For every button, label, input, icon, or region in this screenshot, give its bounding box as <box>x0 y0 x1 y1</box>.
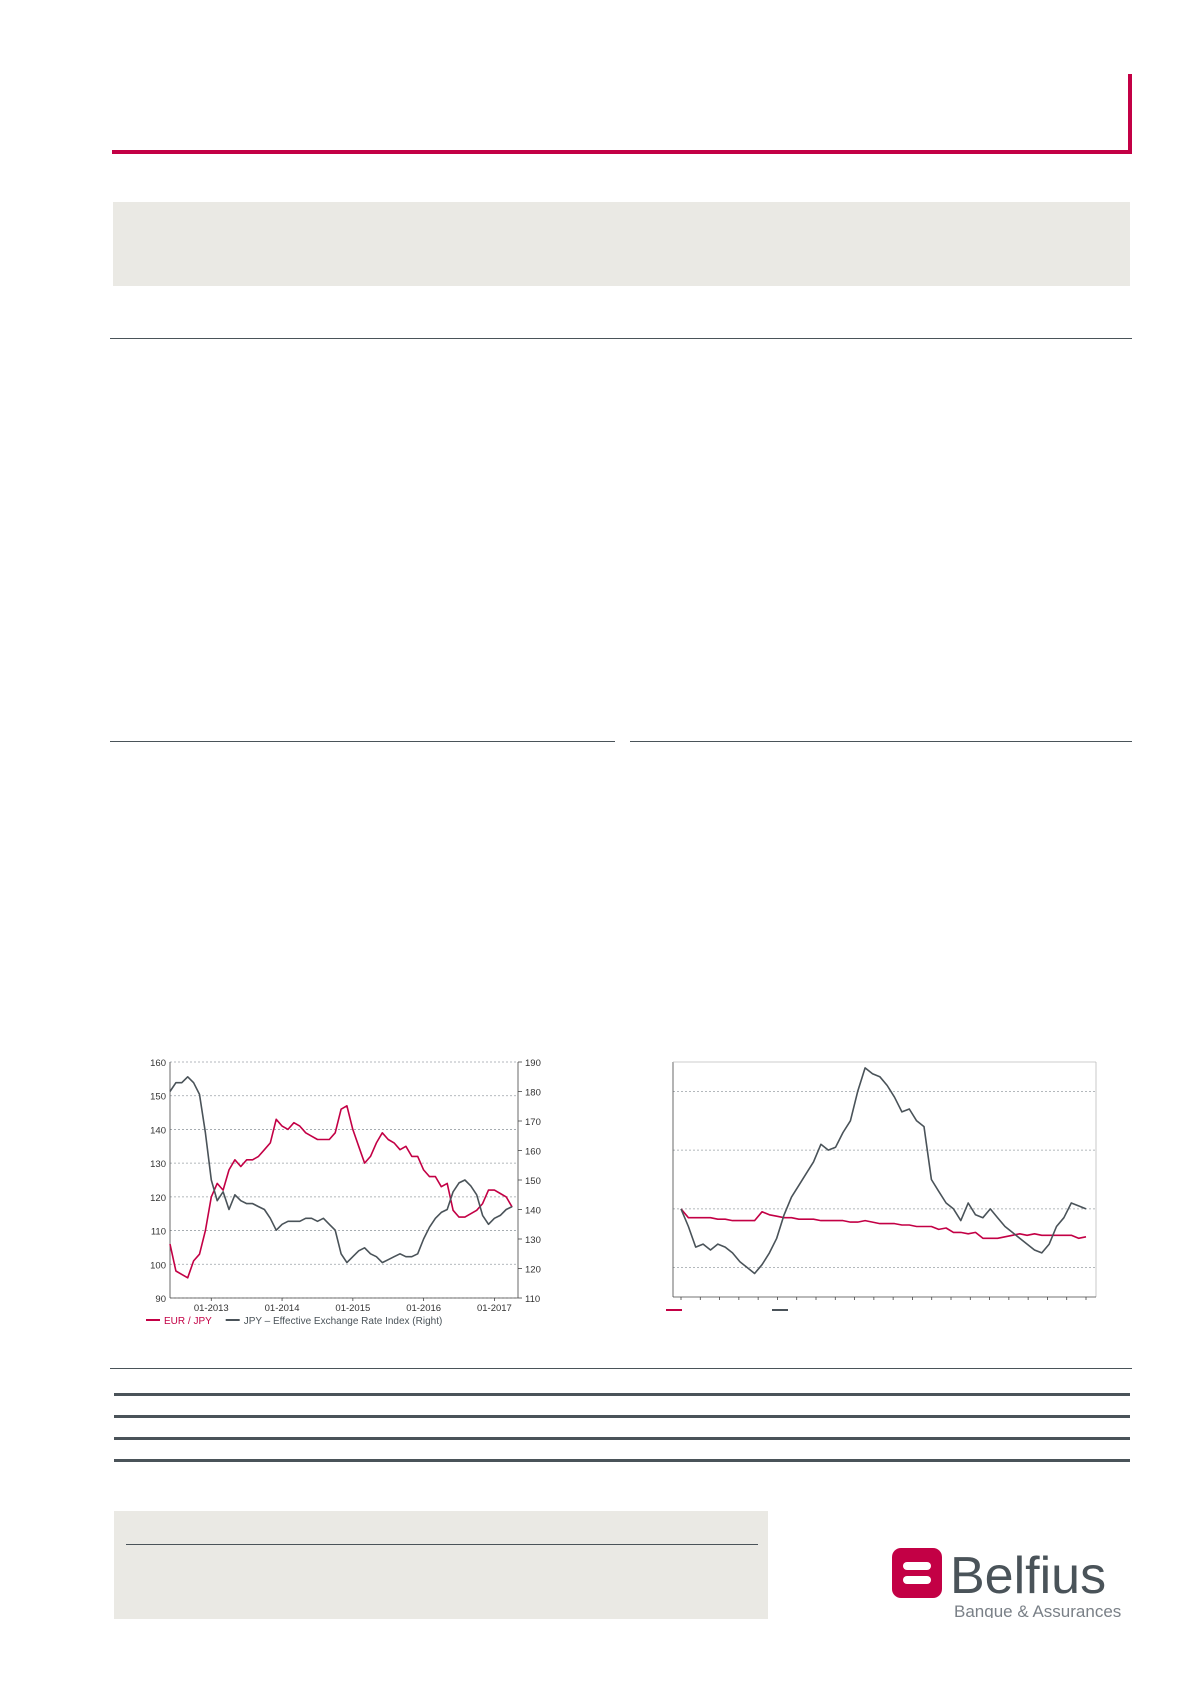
right-axis-tick-label: 190 <box>525 1058 541 1069</box>
right-axis-tick-label: 110 <box>525 1294 541 1305</box>
left-axis-tick-label: 140 <box>150 1125 166 1137</box>
right-axis-tick-label: 170 <box>525 1117 541 1128</box>
table-row-line <box>114 1393 1130 1396</box>
left-axis-tick-label: 160 <box>150 1058 166 1069</box>
x-axis-tick-label: 01-2017 <box>476 1303 512 1314</box>
eur-jpy-chart <box>138 1044 590 1326</box>
right-column-divider <box>630 741 1132 742</box>
right-axis-tick-label: 120 <box>525 1264 541 1276</box>
x-axis-tick-label: 01-2016 <box>406 1303 442 1314</box>
legend-eur-jpy: EUR / JPY <box>164 1316 212 1326</box>
disclaimer-panel <box>114 1511 768 1619</box>
left-axis-tick-label: 150 <box>150 1091 166 1103</box>
comparison-chart-svg <box>660 1044 1108 1314</box>
right-axis-tick-label: 180 <box>525 1087 541 1099</box>
belfius-logo-image <box>890 1538 1125 1618</box>
table-row-line <box>114 1437 1130 1440</box>
table-top-divider <box>110 1368 1132 1369</box>
eur-jpy-chart-svg <box>138 1044 590 1326</box>
x-axis-tick-label: 01-2013 <box>193 1303 229 1314</box>
right-axis-tick-label: 140 <box>525 1205 541 1217</box>
left-axis-tick-label: 130 <box>150 1159 166 1171</box>
summary-panel <box>113 202 1130 286</box>
logo-wordmark: Belfius <box>950 1547 1107 1605</box>
left-axis-tick-label: 120 <box>150 1192 166 1204</box>
header-corner-mark <box>1128 74 1132 154</box>
x-axis-tick-label: 01-2014 <box>264 1303 300 1314</box>
header-rule <box>112 150 1132 154</box>
left-axis-tick-label: 110 <box>150 1226 166 1238</box>
right-axis-tick-label: 160 <box>525 1146 541 1158</box>
table-row-line <box>114 1415 1130 1418</box>
belfius-logo <box>890 1538 1125 1618</box>
disclaimer-divider <box>126 1544 758 1545</box>
jpy-effective-rate-line <box>170 1077 512 1263</box>
left-axis-tick-label: 90 <box>155 1294 166 1305</box>
comparison-chart <box>660 1044 1108 1314</box>
right-axis-tick-label: 130 <box>525 1235 541 1246</box>
right-axis-tick-label: 150 <box>525 1176 541 1187</box>
series-grey-line <box>681 1068 1086 1274</box>
x-axis-tick-label: 01-2015 <box>335 1303 371 1314</box>
section-divider <box>110 338 1132 339</box>
logo-tagline: Banque & Assurances <box>954 1602 1122 1618</box>
legend-jpy-effective-rate: JPY – Effective Exchange Rate Index (Right) <box>243 1316 443 1326</box>
table-row-line <box>114 1459 1130 1462</box>
left-column-divider <box>110 741 615 742</box>
left-axis-tick-label: 100 <box>150 1260 166 1272</box>
series-red-line <box>681 1209 1086 1238</box>
